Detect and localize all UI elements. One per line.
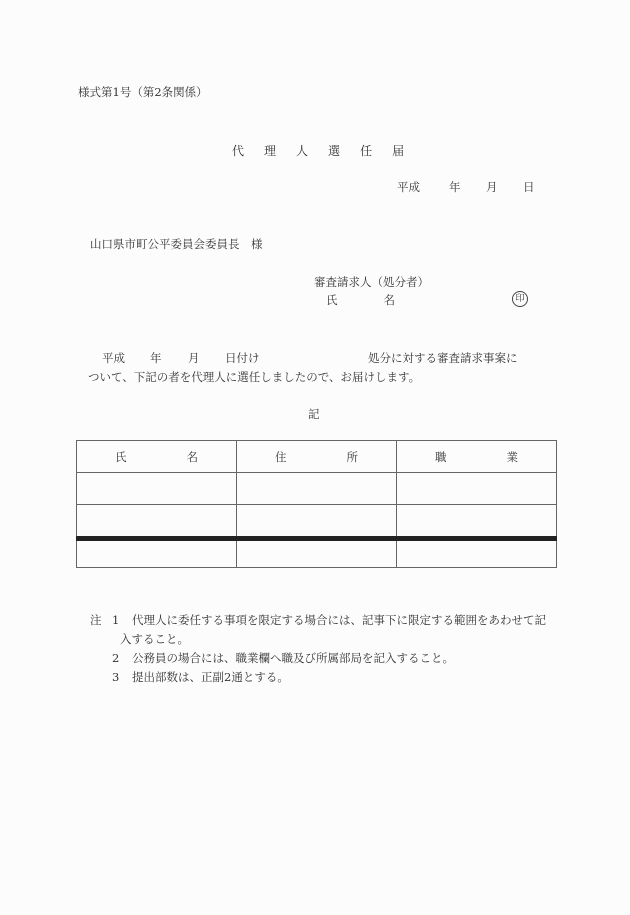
body-line1-tail: 処分に対する審査請求事案に (368, 351, 518, 365)
title-char: 理 (264, 144, 277, 158)
body-text-line2: ついて、下記の者を代理人に選任しましたので、お届けします。 (88, 370, 421, 384)
title-char: 代 (232, 144, 245, 158)
requester-name-field (326, 292, 395, 308)
cell-address[interactable] (237, 473, 397, 505)
note-item (90, 668, 546, 687)
date-month: 月 (486, 180, 498, 194)
body-era: 平成 (102, 351, 125, 365)
addressee: 山口県市町公平委員会委員長 様 (90, 237, 263, 251)
submission-date (397, 179, 535, 195)
table-header-row (77, 441, 557, 473)
note-number: 1 (112, 613, 120, 627)
cell-address[interactable] (237, 539, 397, 568)
name-label-2: 名 (383, 293, 395, 307)
title-char: 人 (296, 144, 309, 158)
table-row (77, 473, 557, 505)
header-occupation: 職 業 (397, 441, 557, 473)
cell-occupation[interactable] (397, 473, 557, 505)
note-text: 提出部数は、正副2通とする。 (132, 670, 289, 684)
cell-name[interactable] (77, 539, 237, 568)
header-name: 氏 名 (77, 441, 237, 473)
ki-heading: 記 (308, 407, 320, 421)
body-date-suffix: 日付け (225, 351, 260, 365)
table-row (77, 539, 557, 568)
cell-address[interactable] (237, 505, 397, 539)
cell-name[interactable] (77, 505, 237, 539)
title-char: 任 (360, 144, 373, 158)
seal-icon: 印 (512, 291, 528, 307)
note-item (90, 649, 546, 668)
cell-occupation[interactable] (397, 539, 557, 568)
cell-name[interactable] (77, 473, 237, 505)
title-char: 選 (328, 144, 341, 158)
document-title (232, 142, 424, 159)
body-month: 月 (188, 351, 200, 365)
form-number: 様式第1号（第2条関係） (78, 85, 208, 99)
note-number: 3 (112, 670, 120, 684)
note-item (90, 611, 546, 630)
requester-label: 審査請求人（処分者） (314, 275, 429, 289)
note-text: 代理人に委任する事項を限定する場合には、記事下に限定する範囲をあわせて記 (132, 613, 546, 627)
agent-table (76, 440, 557, 568)
title-char: 届 (392, 144, 405, 158)
notes-label: 注 (90, 613, 102, 627)
date-era: 平成 (397, 180, 420, 194)
body-year: 年 (150, 351, 162, 365)
notes-section (90, 611, 546, 687)
table-row (77, 505, 557, 539)
header-address: 住 所 (237, 441, 397, 473)
note-item-continuation: 入すること。 (120, 632, 189, 646)
note-text: 公務員の場合には、職業欄へ職及び所属部局を記入すること。 (132, 651, 454, 665)
cell-occupation[interactable] (397, 505, 557, 539)
date-year: 年 (449, 180, 461, 194)
note-number: 2 (112, 651, 120, 665)
body-text-line1 (102, 350, 518, 366)
name-label-1: 氏 (326, 293, 338, 307)
date-day: 日 (523, 180, 535, 194)
